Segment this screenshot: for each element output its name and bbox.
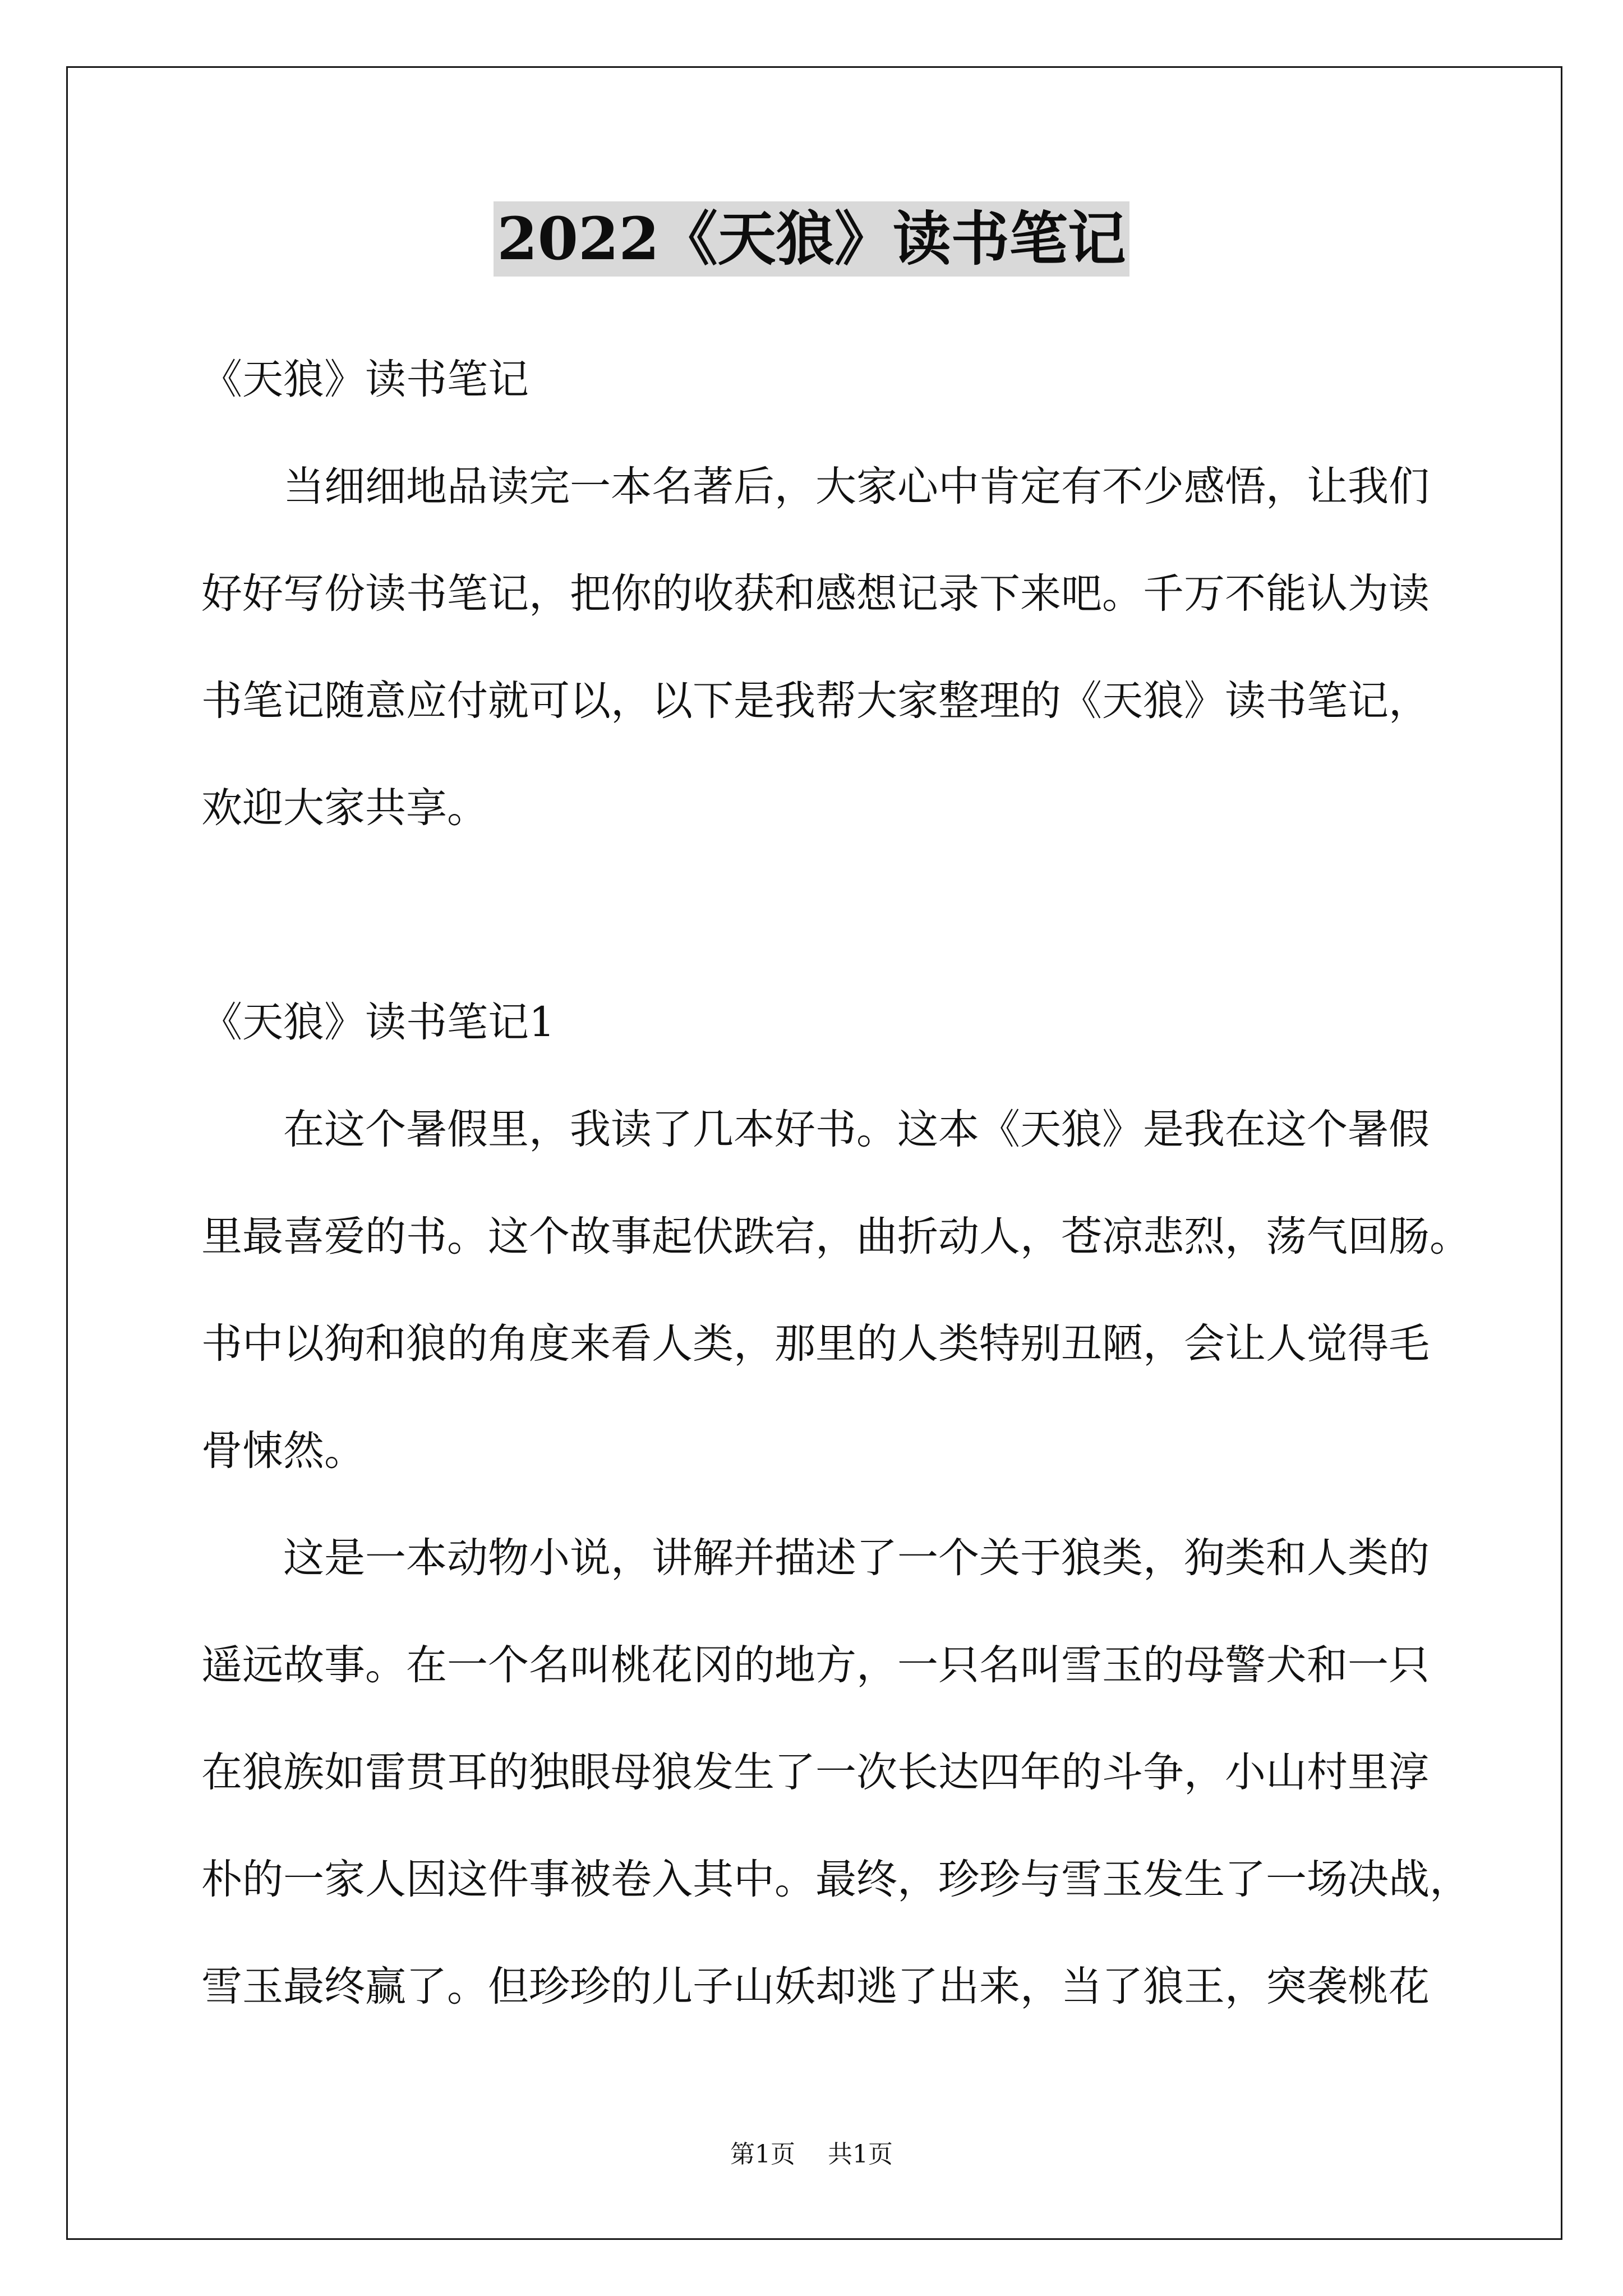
page-number: 第1页 xyxy=(730,2140,795,2169)
section-heading-intro: 《天狼》读书笔记 xyxy=(201,356,529,403)
paragraph-line: 当细细地品读完一本名著后，大家心中肯定有不少感悟，让我们 xyxy=(283,463,1430,510)
paragraph-line: 雪玉最终赢了。但珍珍的儿子山妖却逃了出来，当了狼王，突袭桃花 xyxy=(201,1963,1430,2010)
document-body xyxy=(201,326,1514,2040)
paragraph-intro xyxy=(201,433,1514,862)
paragraph-note1-2 xyxy=(201,1504,1514,2040)
title-row xyxy=(0,201,1623,277)
section-heading-note1: 《天狼》读书笔记1 xyxy=(201,999,555,1046)
paragraph-line: 好好写份读书笔记，把你的收获和感想记录下来吧。千万不能认为读 xyxy=(201,570,1430,618)
blank-line xyxy=(201,862,1514,969)
paragraph-line: 在狼族如雷贯耳的独眼母狼发生了一次长达四年的斗争，小山村里淳 xyxy=(201,1749,1430,1796)
paragraph-line: 骨悚然。 xyxy=(201,1427,365,1475)
paragraph-line: 在这个暑假里，我读了几本好书。这本《天狼》是我在这个暑假 xyxy=(283,1106,1430,1153)
page-total: 共1页 xyxy=(828,2140,893,2169)
paragraph-line: 欢迎大家共享。 xyxy=(201,784,488,832)
paragraph-line: 书笔记随意应付就可以，以下是我帮大家整理的《天狼》读书笔记， xyxy=(201,677,1430,725)
document-title: 2022《天狼》读书笔记 xyxy=(494,201,1129,277)
paragraph-note1-1 xyxy=(201,1076,1514,1504)
paragraph-line: 书中以狗和狼的角度来看人类，那里的人类特别丑陋，会让人觉得毛 xyxy=(201,1320,1430,1368)
paragraph-line: 朴的一家人因这件事被卷入其中。最终，珍珍与雪玉发生了一场决战， xyxy=(201,1856,1470,1903)
paragraph-line: 里最喜爱的书。这个故事起伏跌宕，曲折动人，苍凉悲烈，荡气回肠。 xyxy=(201,1213,1470,1260)
paragraph-line: 这是一本动物小说，讲解并描述了一个关于狼类，狗类和人类的 xyxy=(283,1534,1430,1582)
page-footer xyxy=(0,2138,1623,2171)
paragraph-line: 遥远故事。在一个名叫桃花冈的地方，一只名叫雪玉的母警犬和一只 xyxy=(201,1641,1430,1689)
